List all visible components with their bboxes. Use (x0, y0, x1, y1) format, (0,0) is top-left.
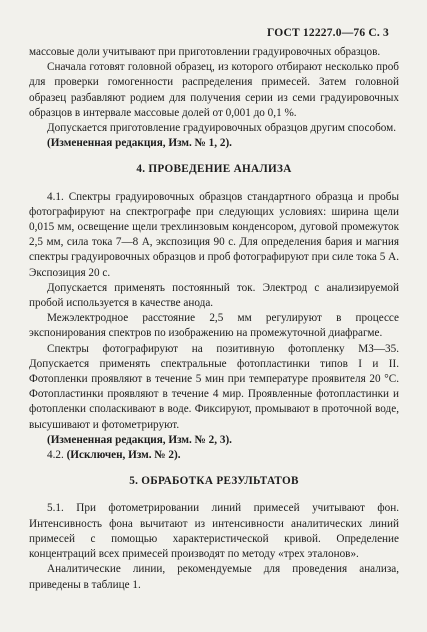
intro-block (29, 45, 399, 151)
paragraph: Межэлектродное расстояние 2,5 мм регулируют в процессе экспонирования спектров по изображению на промежуточной диафрагме. (29, 312, 399, 340)
section-heading-5: 5. ОБРАБОТКА РЕЗУЛЬТАТОВ (129, 475, 299, 488)
paragraph: 4.1. Спектры градуировочных образцов стандартного образца и пробы фотографируют на спектрографе при следующих условиях: ширина щели 0,015 мм, освещение щели трехлинзовым конденсором, дуговой промежуток 2,5 мм, сила тока 7—8 А, экспозиция 90 с. Для определения бария и магния спектры градуировочных образцов и проб фотографируют при силе тока 5 А. Экспозиция 20 с. (29, 190, 399, 279)
section-5-body (29, 501, 399, 592)
amendment-note: (Измененная редакция, Изм. № 2, 3). (47, 433, 232, 446)
clause-number: 4.2. (47, 449, 67, 462)
paragraph: 5.1. При фотометрировании линий примесей учитывают фон. Интенсивность фона вычитают из интенсивности аналитических линий примесей с помощью характеристической кривой. Определение концентраций всех примесей производят по методу «трех эталонов». (29, 502, 399, 561)
paragraph: Спектры фотографируют на позитивную фотопленку МЗ—35. Допускается применять спектральные фотопластинки типов I и II. Фотопленки проявляют в течение 5 мин при температуре проявителя 20 °С. Фотопластинки проявляют в течение 4 мир. Проявленные фотопластинки и фотопленки споласкивают в воде. Фиксируют, промывают в проточной воде, высушивают и фотометрируют. (29, 342, 399, 431)
paragraph: Допускается применять постоянный ток. Электрод с анализируемой пробой используется в качестве анода. (29, 281, 399, 310)
paragraph-excluded (29, 448, 399, 463)
section-heading-4: 4. ПРОВЕДЕНИЕ АНАЛИЗА (136, 163, 292, 176)
page-header: ГОСТ 12227.0—76 С. 3 (266, 27, 389, 39)
page-content (29, 45, 399, 593)
paragraph: Сначала готовят головной образец, из которого отбирают несколько проб для проверки гомогенности распределения примесей. Затем головной образец разбавляют родием для получения серии из семи градуировочных образцов в интервале массовые долей от 0,001 до 0,1 %. (29, 61, 399, 119)
section-4-body (29, 190, 399, 464)
amendment-note: (Измененная редакция, Изм. № 1, 2). (47, 137, 232, 150)
paragraph: Допускается приготовление градуировочных образцов другим способом. (47, 122, 397, 135)
paragraph: Аналитические линии, рекомендуемые для проведения анализа, приведены в таблице 1. (29, 563, 399, 591)
excluded-note: (Исключен, Изм. № 2). (66, 449, 181, 462)
paragraph: массовые доли учитывают при приготовлении градуировочных образцов. (29, 46, 381, 58)
